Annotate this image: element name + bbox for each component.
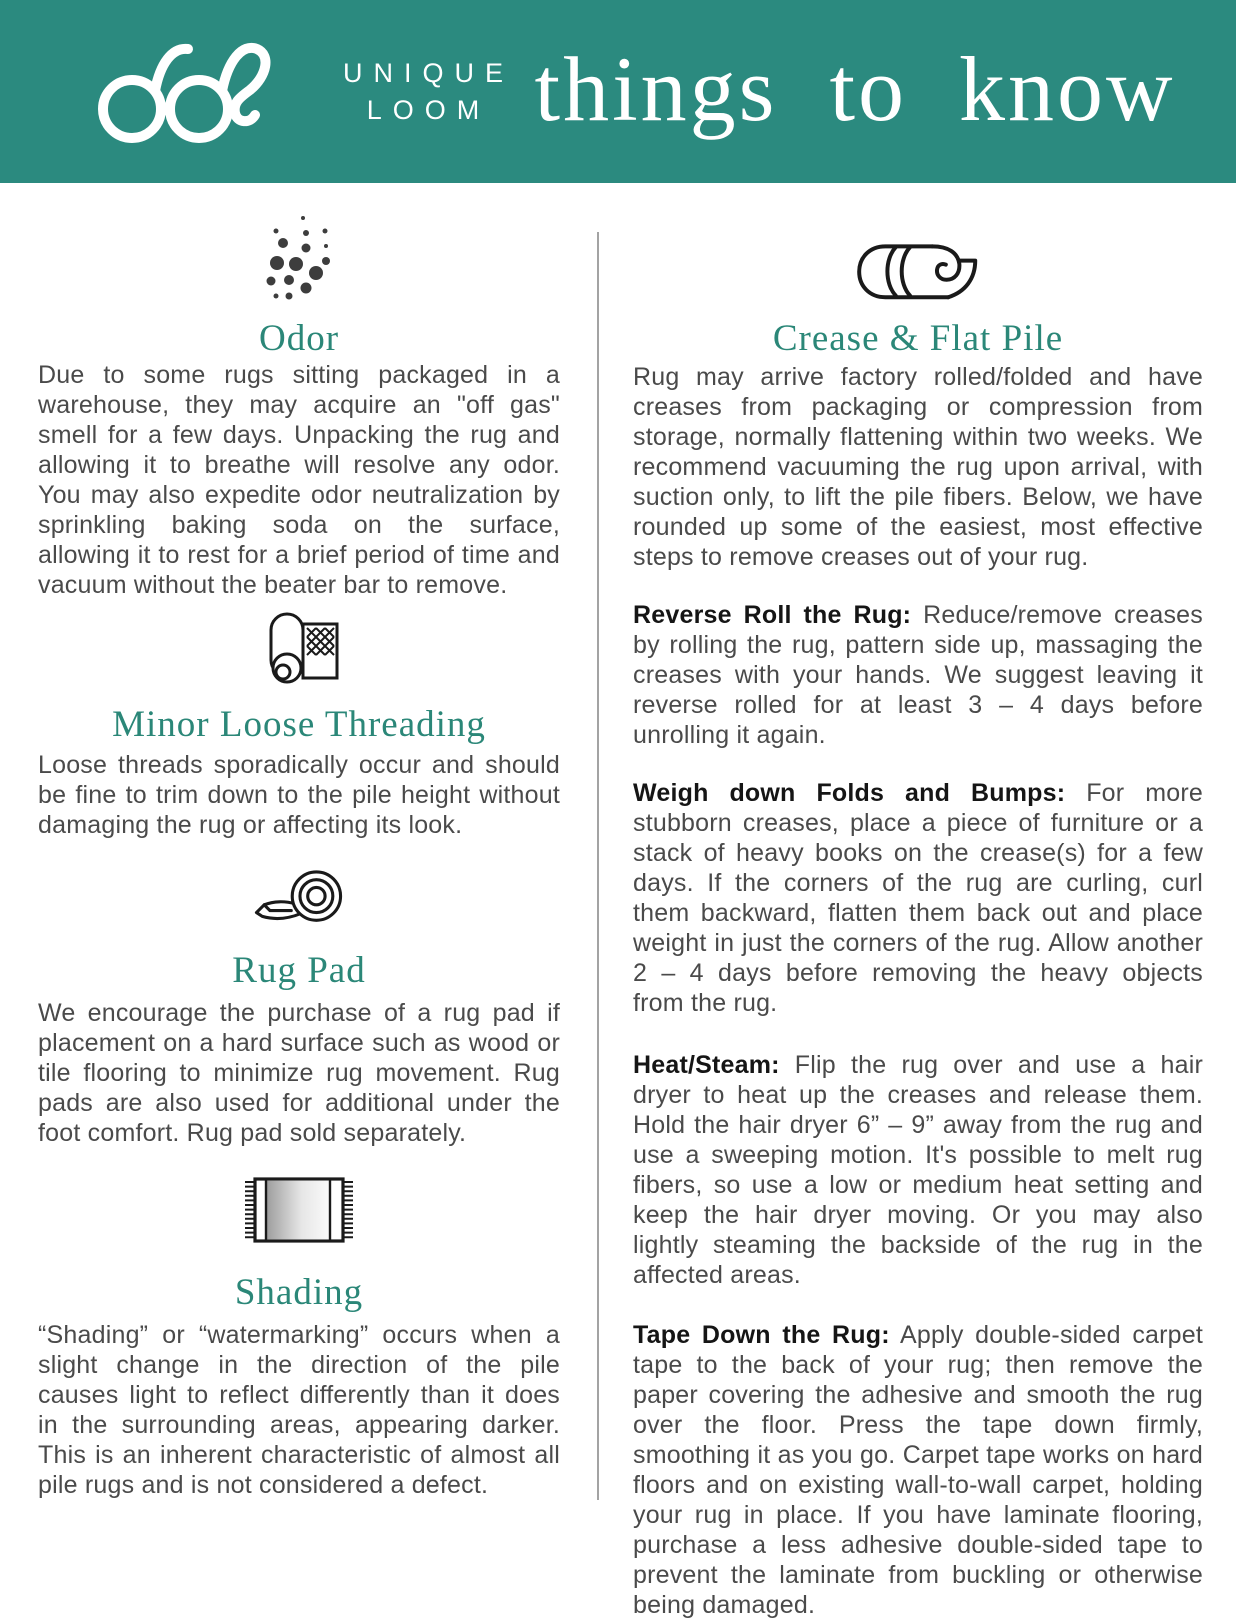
brand-line2: LOOM <box>366 94 491 125</box>
tip-text: Reduce/remove creases by rolling the rug, pattern side up, massaging the creases with your hands. We suggest leaving it reverse rolled for at least 3 – 4 days before unrolling it again. <box>633 601 1203 749</box>
right-column <box>633 240 1203 1620</box>
section-title-shading: Shading <box>234 1272 364 1313</box>
brand-name <box>343 55 514 129</box>
tip-weigh-down <box>633 778 1203 1018</box>
rug-pad-roll-icon <box>38 870 560 928</box>
brand-line1: UNIQUE <box>343 57 515 88</box>
crease-intro: Rug may arrive factory rolled/folded and have creases from packaging or compression from storage, normally flattening within two weeks. We recommend vacuuming the rug upon arrival, with suction only, to lift the pile fibers. Below, we have rounded up some of the easiest, most effective steps to remove creases out of your rug. <box>633 363 1203 571</box>
tip-tape-down <box>633 1320 1203 1620</box>
tip-text: For more stubborn creases, place a piece of furniture or a stack of heavy books on the crease(s) for a few days. If the corners of the rug are curling, curl them backward, flatten them back out and place weight in just the corners of the rug. Allow another 2 – 4 days before removing the heavy objects from the rug. <box>633 779 1203 1017</box>
tip-label: Tape Down the Rug: <box>633 1321 890 1349</box>
brand-logo <box>92 34 514 149</box>
loose-thread-rug-icon <box>38 610 560 690</box>
section-title-threading: Minor Loose Threading <box>112 704 486 745</box>
section-title-rug-pad: Rug Pad <box>232 950 366 991</box>
section-body-odor: Due to some rugs sitting packaged in a warehouse, they may acquire an "off gas" smell for a few days. Unpacking the rug and allowing it to breathe will resolve any odor. You may also expedite odor neutralization by sprinkling baking soda on the surface, allowing it to rest for a brief period of time and vacuum without the beater bar to remove. <box>38 361 560 599</box>
tip-heat-steam <box>633 1050 1203 1290</box>
rolled-rug-icon <box>633 240 1203 302</box>
tip-label: Weigh down Folds and Bumps: <box>633 779 1066 807</box>
section-title-odor: Odor <box>258 318 340 359</box>
unique-loom-glasses-logo-icon <box>92 34 317 149</box>
page-title: things to know <box>534 37 1176 140</box>
column-divider <box>597 232 599 1500</box>
left-column <box>38 210 560 1500</box>
section-body-rug-pad: We encourage the purchase of a rug pad if placement on a hard surface such as wood or tile flooring to minimize rug movement. Rug pads are also used for additional under the foot comfort. Rug pad sold separately. <box>38 999 560 1147</box>
tip-label: Heat/Steam: <box>633 1051 780 1079</box>
section-body-shading: “Shading” or “watermarking” occurs when a slight change in the direction of the pile causes light to reflect differently than it does in the surrounding areas, appearing darker. This is an inherent characteristic of almost all pile rugs and is not considered a defect. <box>38 1321 560 1499</box>
tip-text: Flip the rug over and use a hair dryer to heat up the creases and release them. Hold the hair dryer 6” – 9” away from the rug and use a sweeping motion. It's possible to melt rug fibers, so use a low or medium heat setting and keep the hair dryer moving. Or you may also lightly steaming the backside of the rug in the affected areas. <box>633 1051 1203 1289</box>
shaded-rug-icon <box>38 1174 560 1246</box>
section-body-threading: Loose threads sporadically occur and should be fine to trim down to the pile height without damaging the rug or affecting its look. <box>38 751 560 839</box>
header-banner <box>0 0 1236 183</box>
tip-reverse-roll <box>633 600 1203 750</box>
odor-dots-icon <box>38 210 560 302</box>
tip-label: Reverse Roll the Rug: <box>633 601 912 629</box>
tip-text: Apply double-sided carpet tape to the back of your rug; then remove the paper covering the adhesive and smooth the rug over the floor. Press the tape down firmly, smoothing it as you go. Carpet tape works on hard floors and on existing wall-to-wall carpet, holding your rug in place. If you have laminate flooring, purchase a less adhesive double-sided tape to prevent the laminate from buckling or otherwise being damaged. <box>633 1321 1203 1619</box>
section-title-crease: Crease & Flat Pile <box>772 318 1064 359</box>
